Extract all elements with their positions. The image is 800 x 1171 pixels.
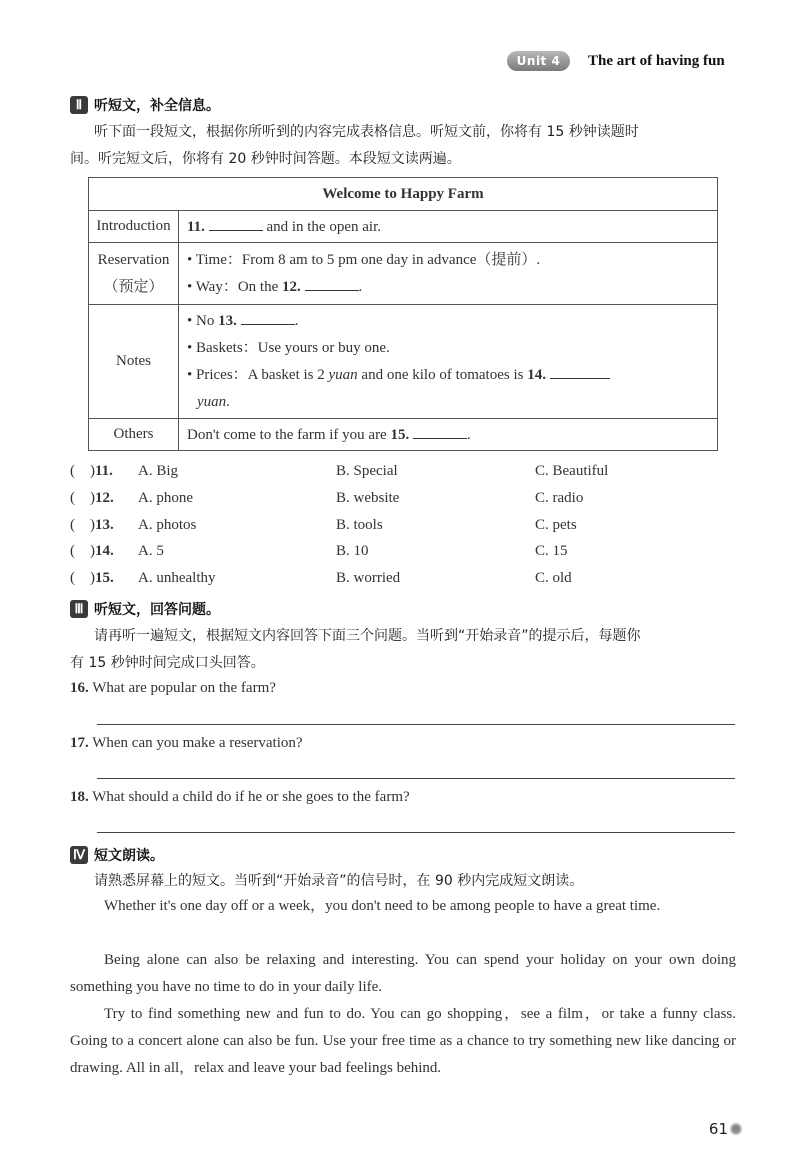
answer-line-18[interactable] — [97, 832, 735, 833]
option-b[interactable]: B. website — [336, 490, 400, 506]
notes-item-3-text: • Prices：A basket is 2 — [187, 366, 325, 383]
option-c[interactable]: C. 15 — [535, 543, 568, 559]
option-a[interactable]: A. photos — [138, 517, 197, 533]
section-4-heading — [70, 845, 164, 865]
notes-cell — [179, 305, 718, 419]
option-c[interactable]: C. old — [535, 570, 572, 586]
question-18 — [70, 789, 410, 806]
option-b[interactable]: B. 10 — [336, 543, 369, 559]
reservation-label-cn: （预定） — [103, 278, 164, 295]
question-number: 18. — [70, 789, 89, 805]
answer-bracket[interactable]: ( )13. — [70, 517, 114, 533]
option-a[interactable]: A. unhealthy — [138, 570, 216, 586]
q14-blank[interactable] — [550, 366, 610, 379]
notes-item-1-text: • No — [187, 312, 215, 329]
q12-number: 12. — [282, 278, 301, 295]
answer-bracket[interactable]: ( )11. — [70, 463, 113, 479]
option-a[interactable]: A. 5 — [138, 543, 164, 559]
question-number: 16. — [70, 680, 89, 696]
q14-number: 14. — [527, 366, 546, 383]
section-4-title: 短文朗读。 — [94, 848, 164, 864]
q13-blank[interactable] — [241, 312, 295, 325]
answer-line-16[interactable] — [97, 724, 735, 725]
section-4-instruction: 请熟悉屏幕上的短文。当听到“开始录音”的信号时，在 90 秒内完成短文朗读。 — [94, 873, 584, 889]
page-number-text: 61 — [708, 1120, 728, 1138]
section-3-icon: Ⅲ — [70, 600, 88, 618]
option-b[interactable]: B. tools — [336, 517, 383, 533]
question-text: What are popular on the farm? — [92, 680, 276, 696]
option-c[interactable]: C. Beautiful — [535, 463, 609, 479]
others-cell: Don't come to the farm if you are 15. . — [179, 419, 718, 451]
q15-number: 15. — [390, 426, 410, 443]
notes-item-3-mid: and one kilo of tomatoes is — [361, 366, 524, 383]
section-3-instruction-2: 有 15 秒钟时间完成口头回答。 — [70, 655, 265, 671]
section-3-title: 听短文，回答问题。 — [94, 602, 220, 618]
answer-bracket[interactable]: ( )12. — [70, 490, 114, 506]
yuan-2: yuan — [197, 393, 227, 410]
unit-title: The art of having fun — [588, 53, 725, 69]
unit-badge: Unit 4 — [507, 51, 570, 71]
reservation-time: • Time：From 8 am to 5 pm one day in advance（提前）. — [187, 251, 541, 268]
q15-blank[interactable] — [413, 426, 467, 439]
q11-blank[interactable] — [209, 218, 263, 231]
section-2-instruction-1: 听下面一段短文，根据你所听到的内容完成表格信息。听短文前，你将有 15 秒钟读题时 — [94, 124, 639, 140]
section-2-instruction-2: 间。听完短文后，你将有 20 秒钟时间答题。本段短文读两遍。 — [70, 151, 461, 167]
others-text: Don't come to the farm if you are — [187, 426, 387, 443]
option-b[interactable]: B. Special — [336, 463, 398, 479]
section-4-icon: Ⅳ — [70, 846, 88, 864]
reservation-way-text: • Way：On the — [187, 278, 279, 295]
question-16 — [70, 680, 276, 697]
answer-line-17[interactable] — [97, 778, 735, 779]
section-2-title: 听短文，补全信息。 — [94, 98, 220, 114]
q13-number: 13. — [218, 312, 237, 329]
reservation-way: • Way：On the 12. . — [187, 278, 363, 295]
option-c[interactable]: C. pets — [535, 517, 577, 533]
section-2-heading — [70, 95, 220, 115]
q11-number: 11. — [187, 218, 205, 235]
option-b[interactable]: B. worried — [336, 570, 401, 586]
flower-icon — [730, 1123, 742, 1135]
notes-item-1: • No 13. . — [187, 312, 299, 329]
section-3-heading — [70, 599, 220, 619]
reservation-label — [89, 243, 179, 305]
passage-paragraph-2: Being alone can also be relaxing and interesting. You can spend your holiday on your own doing something you have no time to do in your daily life. — [70, 952, 736, 995]
intro-cell — [179, 211, 718, 243]
notes-item-2: • Baskets：Use yours or buy one. — [187, 339, 390, 356]
passage-paragraph-1: Whether it's one day off or a week，you don't need to be among people to have a great time. — [104, 898, 661, 914]
section-2-icon: Ⅱ — [70, 96, 88, 114]
question-number: 17. — [70, 735, 89, 751]
option-c[interactable]: C. radio — [535, 490, 584, 506]
table-title: Welcome to Happy Farm — [89, 178, 718, 211]
notes-item-3-cont: yuan. — [197, 393, 230, 410]
reservation-label-en: Reservation — [97, 251, 170, 268]
page-number — [709, 1120, 742, 1138]
notes-item-3 — [187, 362, 709, 389]
section-3-instruction-1: 请再听一遍短文，根据短文内容回答下面三个问题。当听到“开始录音”的提示后，每题你 — [94, 628, 641, 644]
option-a[interactable]: A. phone — [138, 490, 193, 506]
answer-bracket[interactable]: ( )15. — [70, 570, 114, 586]
passage-paragraph-3: Try to find something new and fun to do. You can go shopping，see a film，or take a funny class. Going to a concert alone can also be fun. Use your free time as a chance to try something new like dancing or drawing. All in all，relax and leave your bad feelings behind. — [70, 1006, 736, 1076]
question-text: What should a child do if he or she goes to the farm? — [92, 789, 410, 805]
notes-label: Notes — [89, 305, 179, 419]
intro-text: and in the open air. — [266, 218, 381, 235]
question-text: When can you make a reservation? — [92, 735, 303, 751]
answer-bracket[interactable]: ( )14. — [70, 543, 114, 559]
intro-label: Introduction — [89, 211, 179, 243]
yuan-1: yuan — [328, 366, 358, 383]
question-17 — [70, 735, 303, 752]
q12-blank[interactable] — [305, 278, 359, 291]
info-table — [88, 177, 718, 451]
reservation-cell — [179, 243, 718, 305]
others-label: Others — [89, 419, 179, 451]
option-a[interactable]: A. Big — [138, 463, 179, 479]
